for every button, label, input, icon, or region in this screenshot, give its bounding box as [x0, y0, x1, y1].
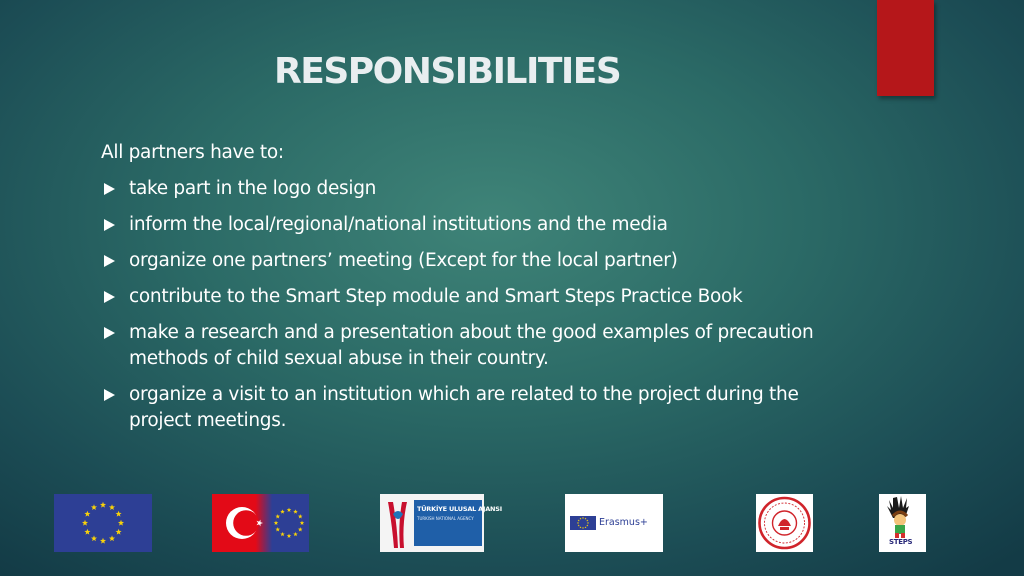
list-item [101, 176, 861, 202]
triangle-bullet-icon [104, 255, 115, 267]
ministry-seal-icon [756, 494, 813, 552]
national-agency-emblem-icon [380, 494, 484, 552]
turkey-eu-flag-icon [212, 494, 309, 552]
list-item [101, 320, 861, 372]
steps-text: STEPS [889, 538, 913, 546]
list-item-text: organize one partners’ meeting (Except for the local partner) [129, 250, 678, 271]
agency-subtitle-text: TURKISH NATIONAL AGENCY [417, 516, 474, 521]
triangle-bullet-icon [104, 291, 115, 303]
list-item [101, 382, 861, 434]
slide-content [101, 140, 861, 444]
agency-name-text: TÜRKİYE ULUSAL AJANSI [417, 505, 502, 513]
responsibility-list [101, 176, 861, 434]
triangle-bullet-icon [104, 219, 115, 231]
list-item-text: contribute to the Smart Step module and Smart Steps Practice Book [129, 286, 743, 307]
steps-project-logo [879, 494, 926, 552]
list-item-text: organize a visit to an institution which are related to the project during the project meetings. [129, 384, 799, 431]
triangle-bullet-icon [104, 327, 115, 339]
turkey-eu-flag-logo [212, 494, 309, 552]
turkish-national-agency-logo [380, 494, 502, 552]
list-item [101, 212, 861, 238]
list-item-text: take part in the logo design [129, 178, 377, 199]
slide-title: RESPONSIBILITIES [274, 51, 621, 92]
list-item-text: make a research and a presentation about the good examples of precaution methods of child sexual abuse in their country. [129, 322, 814, 369]
accent-red-tab [877, 0, 934, 96]
list-item [101, 248, 861, 274]
eu-flag-logo [54, 494, 152, 552]
eu-stars-icon [54, 494, 152, 552]
ministry-seal-logo [756, 494, 813, 552]
triangle-bullet-icon [104, 389, 115, 401]
list-item-text: inform the local/regional/national institutions and the media [129, 214, 668, 235]
erasmus-text: Erasmus+ [599, 517, 648, 528]
triangle-bullet-icon [104, 183, 115, 195]
intro-text: All partners have to: [101, 142, 284, 163]
list-item [101, 284, 861, 310]
erasmus-plus-logo [565, 494, 663, 552]
